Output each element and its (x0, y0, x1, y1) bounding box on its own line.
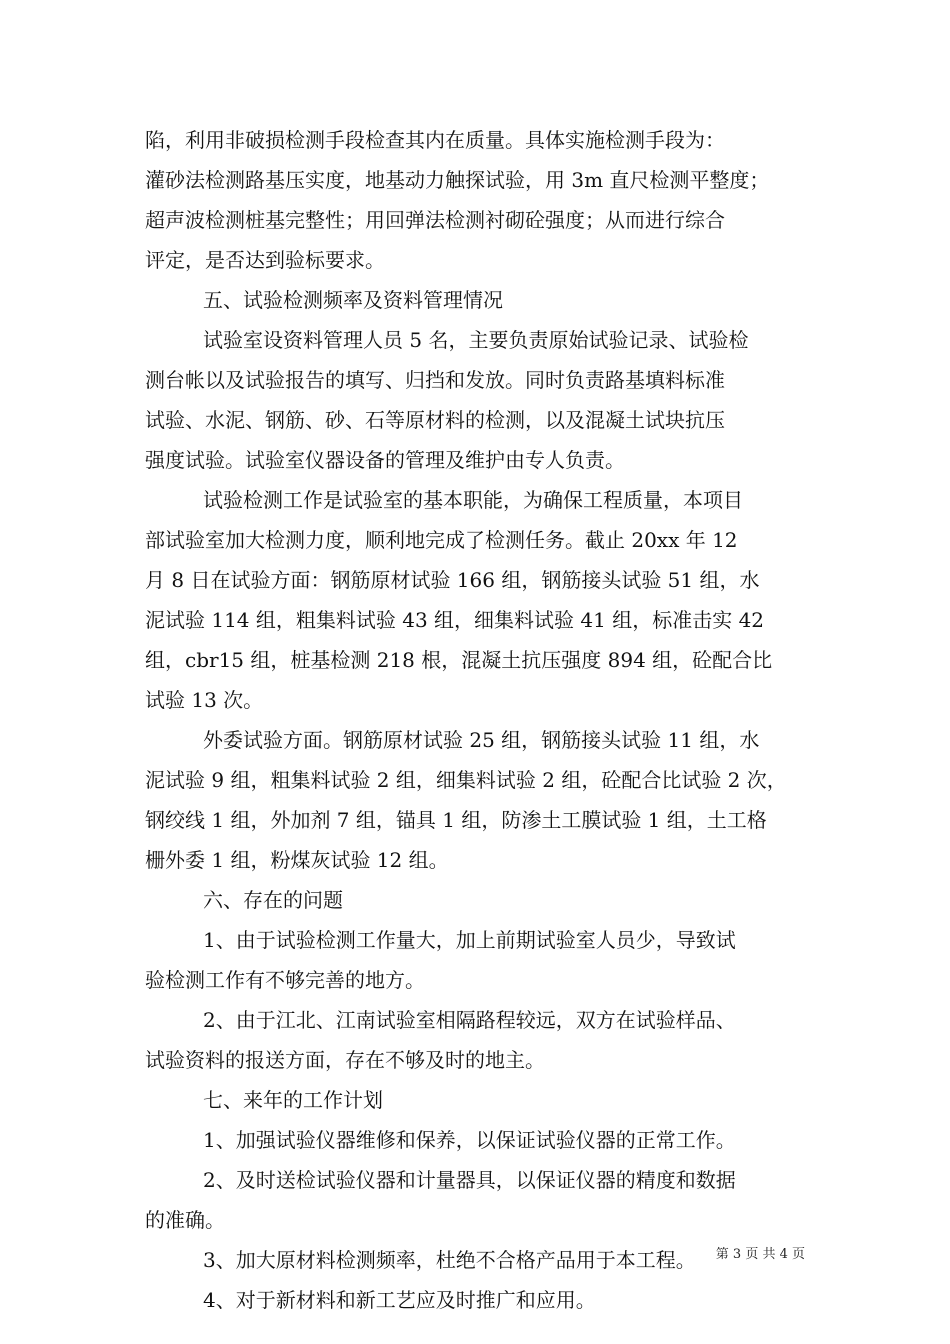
body-line: 试验、水泥、钢筋、砂、石等原材料的检测，以及混凝土试块抗压 (145, 408, 725, 432)
body-line: 部试验室加大检测力度，顺利地完成了检测任务。截止 20xx 年 12 (145, 528, 738, 552)
body-line: 月 8 日在试验方面：钢筋原材试验 166 组，钢筋接头试验 51 组，水 (145, 568, 760, 592)
body-line: 4、对于新材料和新工艺应及时推广和应用。 (203, 1288, 596, 1312)
body-line: 试验室设资料管理人员 5 名，主要负责原始试验记录、试验检 (203, 328, 749, 352)
body-line: 测台帐以及试验报告的填写、归挡和发放。同时负责路基填料标准 (145, 368, 725, 392)
body-line: 试验资料的报送方面，存在不够及时的地主。 (145, 1048, 545, 1072)
body-line: 组，cbr15 组，桩基检测 218 根，混凝土抗压强度 894 组，砼配合比 (145, 648, 773, 672)
body-line: 的准确。 (145, 1208, 225, 1232)
document-body (145, 120, 813, 1320)
body-line: 外委试验方面。钢筋原材试验 25 组，钢筋接头试验 11 组，水 (203, 728, 760, 752)
section-heading-7: 七、来年的工作计划 (203, 1088, 383, 1112)
page-number-footer: 第 3 页 共 4 页 (715, 1247, 805, 1262)
body-line: 栅外委 1 组，粉煤灰试验 12 组。 (145, 848, 449, 872)
body-line: 2、及时送检试验仪器和计量器具，以保证仪器的精度和数据 (203, 1168, 736, 1192)
body-line: 试验 13 次。 (145, 688, 264, 712)
body-line: 强度试验。试验室仪器设备的管理及维护由专人负责。 (145, 448, 625, 472)
body-line: 1、由于试验检测工作量大，加上前期试验室人员少，导致试 (203, 928, 736, 952)
section-heading-6: 六、存在的问题 (203, 888, 343, 912)
body-line: 2、由于江北、江南试验室相隔路程较远，双方在试验样品、 (203, 1008, 736, 1032)
body-line: 泥试验 114 组，粗集料试验 43 组，细集料试验 41 组，标准击实 42 (145, 608, 765, 632)
body-line: 超声波检测桩基完整性；用回弹法检测衬砌砼强度；从而进行综合 (145, 208, 725, 232)
body-line: 试验检测工作是试验室的基本职能，为确保工程质量，本项目 (203, 488, 743, 512)
body-line: 钢绞线 1 组，外加剂 7 组，锚具 1 组，防渗土工膜试验 1 组，土工格 (145, 808, 767, 832)
body-line: 验检测工作有不够完善的地方。 (145, 968, 425, 992)
body-line: 评定，是否达到验标要求。 (145, 248, 385, 272)
body-line: 陷，利用非破损检测手段检查其内在质量。具体实施检测手段为： (145, 128, 725, 152)
body-line: 3、加大原材料检测频率，杜绝不合格产品用于本工程。 (203, 1248, 696, 1272)
body-line: 1、加强试验仪器维修和保养，以保证试验仪器的正常工作。 (203, 1128, 736, 1152)
section-heading-5: 五、试验检测频率及资料管理情况 (203, 288, 503, 312)
body-line: 泥试验 9 组，粗集料试验 2 组，细集料试验 2 组，砼配合比试验 2 次， (145, 768, 787, 792)
body-line: 灌砂法检测路基压实度，地基动力触探试验，用 3m 直尺检测平整度； (145, 168, 770, 192)
